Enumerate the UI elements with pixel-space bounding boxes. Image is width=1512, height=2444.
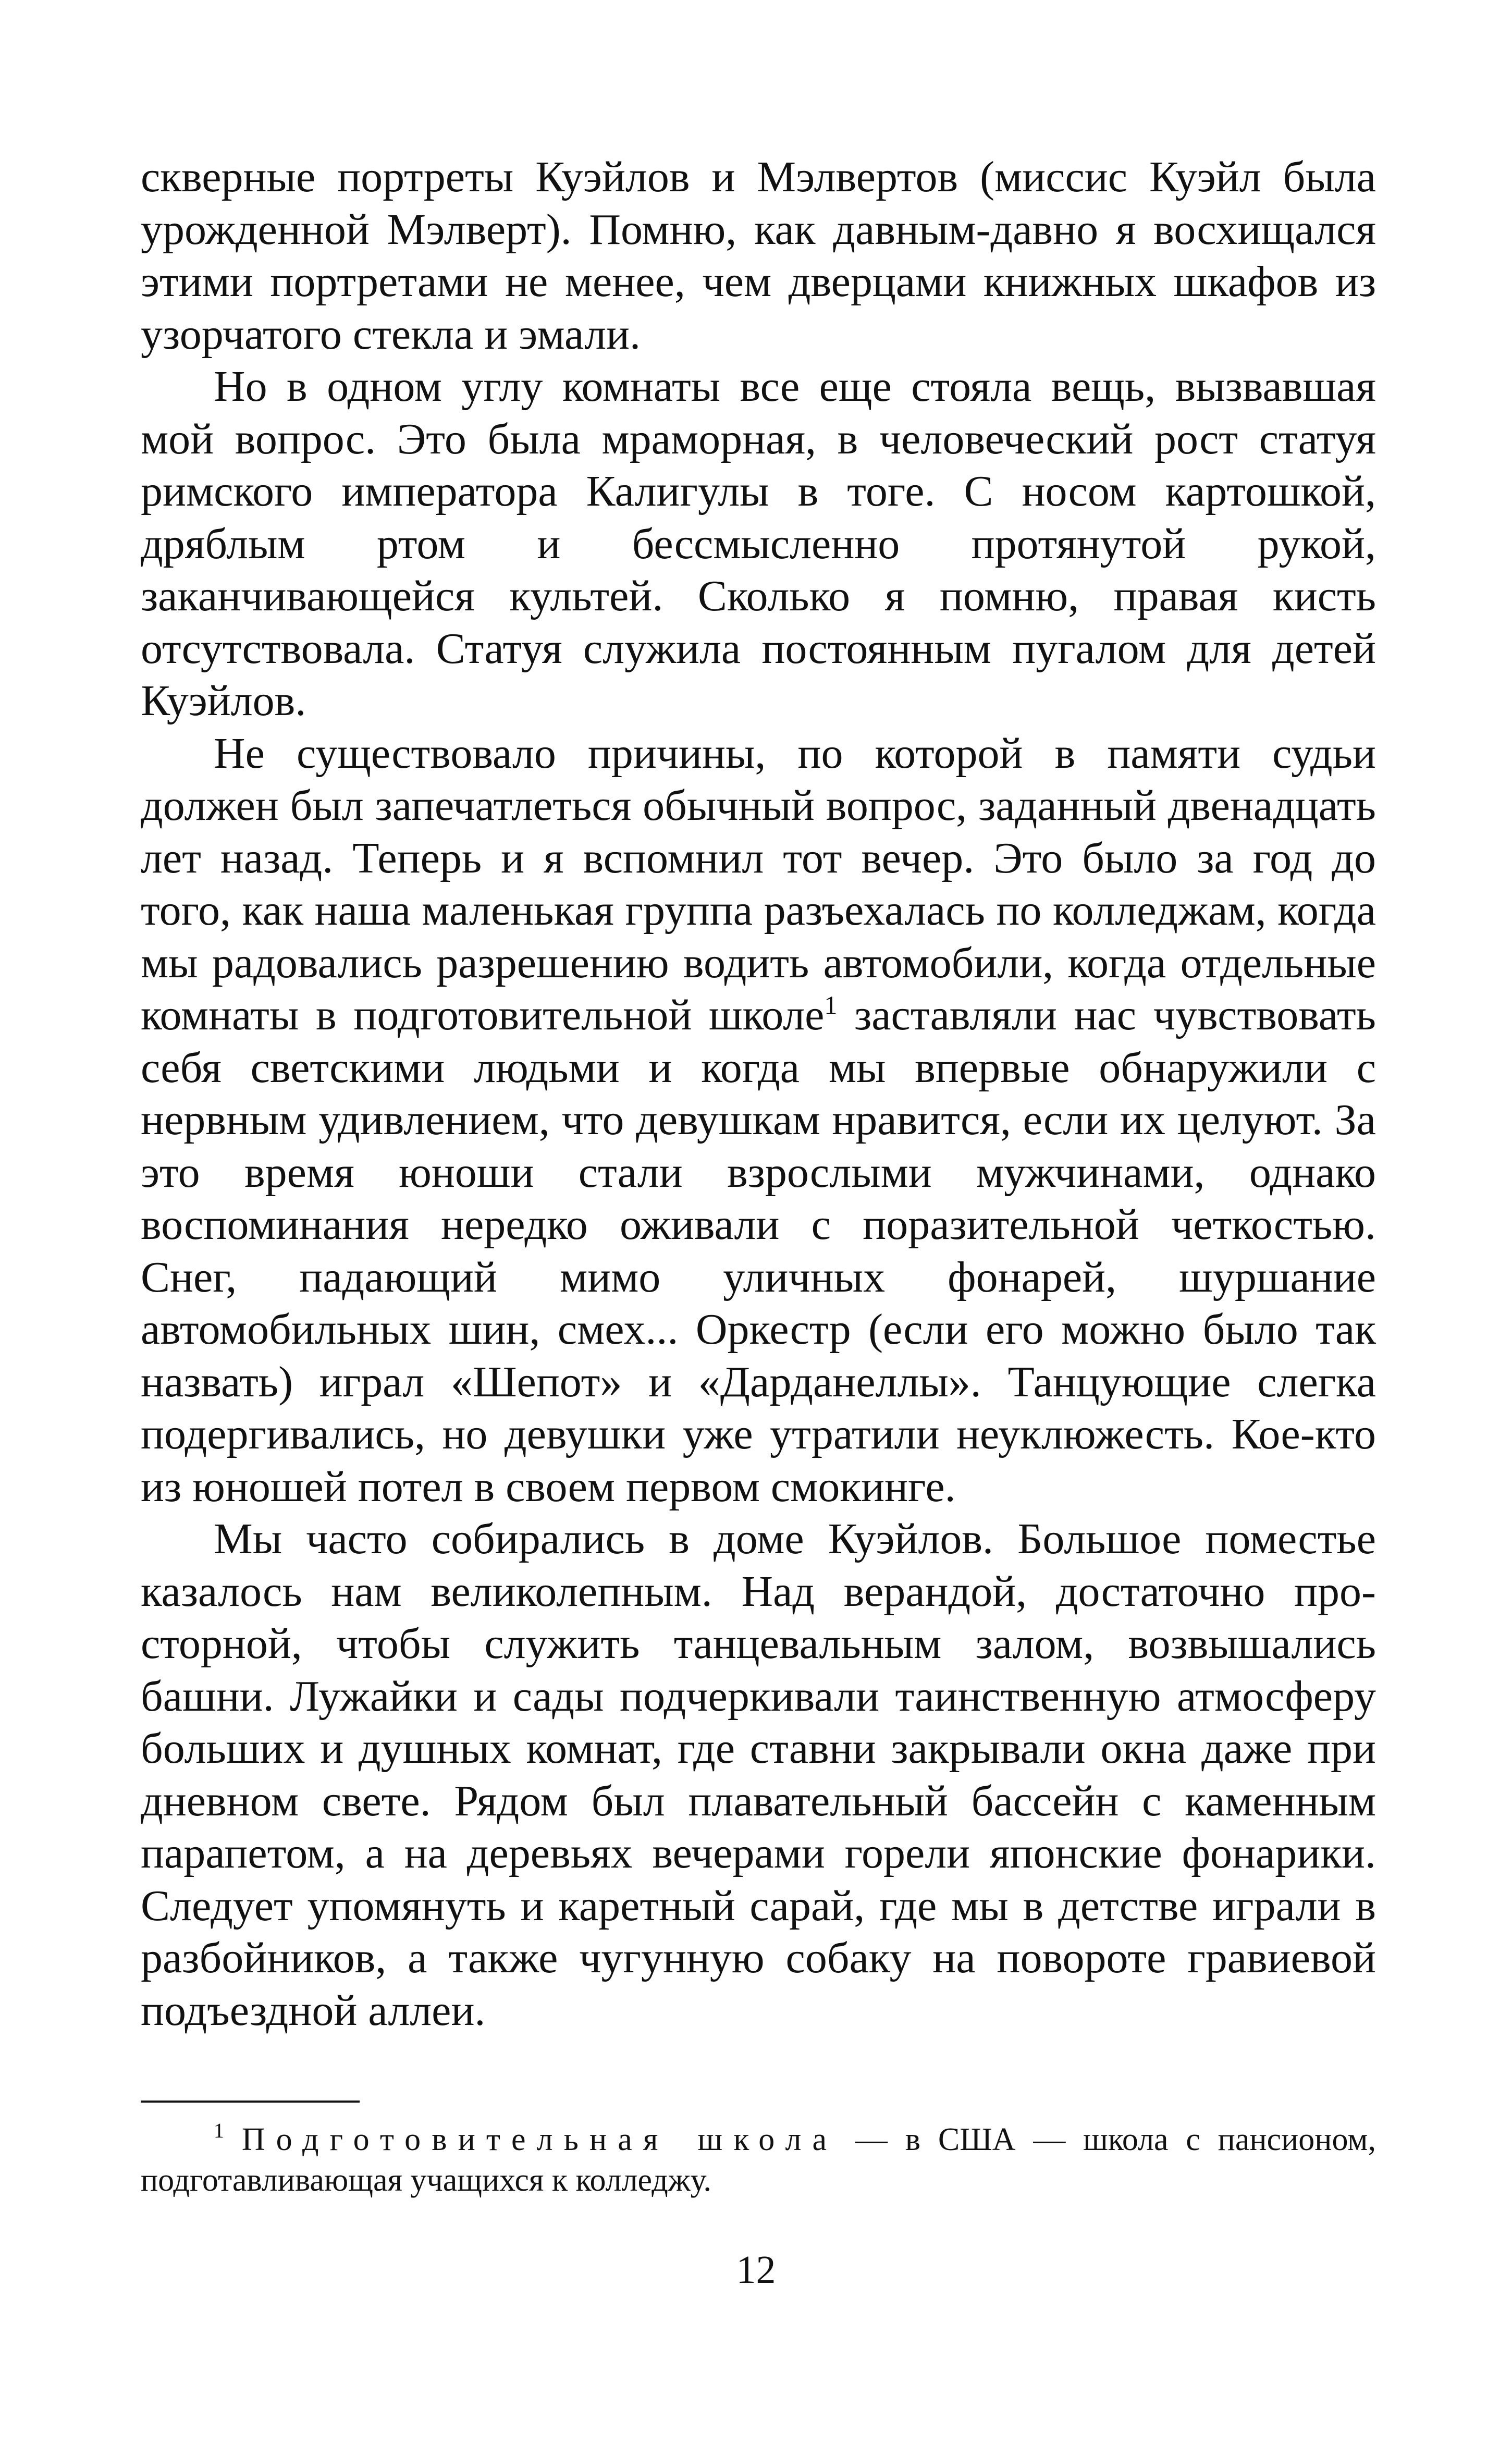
page-body [141,151,1376,2037]
paragraph-3 [141,728,1376,1514]
footnote-text: — в США — школа с пансионом, подготавливающая учащихся к колледжу. [141,2122,1376,2198]
paragraph-3-part-2: заставляли нас чувствовать себя светскими людьми и когда мы впервые обнаружили с нервным удивлением, что девушкам нравится, если их целуют. За это время юноши стали взрослыми мужчинами, однако воспоминания нередко оживали с поразительной четкостью. Снег, падающий мимо уличных фонарей, шуршание автомобильных шин, смех... Оркестр (если его можно было так назвать) играл «Шепот» и «Дарданеллы». Танцующие слегка подергивались, но девушки уже утратили неуклюжесть. Кое-кто из юношей потел в своем первом смокинге. [141,991,1376,1511]
page-number: 12 [736,2248,776,2292]
paragraph-4: Мы часто собирались в доме Куэйлов. Большое поместье казалось нам великолепным. Над верандой, достаточно просторной, чтобы служить танцевальным залом, возвышались башни. Лужайки и сады подчеркивали таинственную атмосферу больших и душных комнат, где ставни закрывали окна даже при дневном свете. Рядом был плавательный бассейн с каменным парапетом, а на деревьях вечерами горели японские фонарики. Следует упомянуть и каретный сарай, где мы в детстве играли в разбойников, а также чугунную собаку на повороте гравиевой подъездной аллеи. [141,1515,1376,2035]
footnote-reference: 1 [824,990,838,1020]
footnote [141,2119,1376,2201]
paragraph-2: Но в одном углу комнаты все еще стояла вещь, вызвавшая мой вопрос. Это была мраморная, в человеческий рост статуя римского императора Калигулы в тоге. С носом картошкой, дряблым ртом и бессмысленно протянутой рукой, заканчивающейся культей. Сколько я помню, правая кисть отсутствовала. Статуя служила постоянным пугалом для детей Куэйлов. [141,362,1376,725]
footnote-mark: 1 [214,2119,224,2142]
footnote-term: Подготовительная школа [241,2122,838,2157]
paragraph-3-part-1: Не существовало причины, по которой в памяти судьи должен был запечатлеться обычный вопрос, заданный двенадцать лет назад. Теперь и я вспомнил тот вечер. Это было за год до того, как наша маленькая группа разъехалась по колледжам, когда мы радовались разрешению водить автомобили, когда отдельные комнаты в подготовительной школе [141,729,1376,1039]
footnote-divider [141,2101,360,2103]
paragraph-1: скверные портреты Куэйлов и Мэлвертов (миссис Куэйл была урожденной Мэлверт). Помню, как давным-давно я восхищался этими портретами не менее, чем дверцами книжных шкафов из узорчатого стекла и эмали. [141,153,1376,359]
